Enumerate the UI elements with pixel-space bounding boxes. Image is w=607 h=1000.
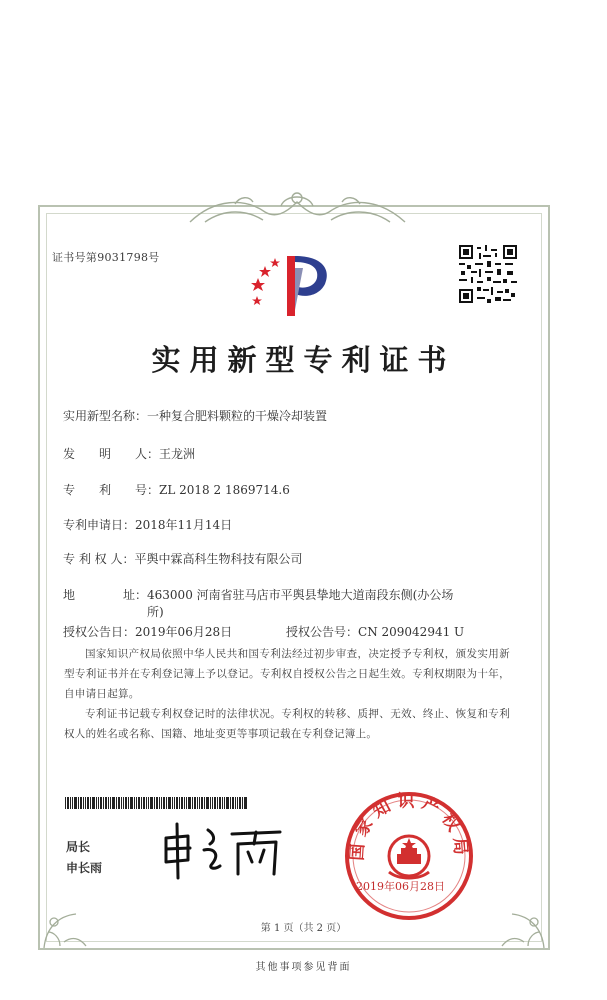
director-title: 局长: [66, 840, 91, 854]
field-value: 2018年11月14日: [135, 518, 233, 532]
certificate-title: 实用新型专利证书: [151, 343, 456, 377]
national-emblem-icon: [389, 836, 429, 878]
official-seal: [343, 790, 475, 922]
field-value: 463000 河南省驻马店市平舆县挚地大道南段东侧(办公场: [147, 588, 454, 602]
field-label: 授权公告日：: [63, 625, 136, 639]
field-value: ZL 2018 2 1869714.6: [159, 483, 290, 497]
field-label: 专利申请日：: [63, 518, 136, 532]
field-value: 王龙洲: [159, 447, 196, 461]
field-value: 平舆中霖高科生物科技有限公司: [134, 552, 303, 566]
field-label: 实用新型名称：: [63, 409, 148, 423]
field-patentee: [63, 550, 302, 567]
page-number: 第 1 页（共 2 页）: [260, 923, 347, 934]
footer-note: 其他事项参见背面: [255, 962, 352, 973]
paragraph-grant-statement: 国家知识产权局依照中华人民共和国专利法经过初步审查，决定授予专利权，颁发实用新型专利证书并在专利登记簿上予以登记。专利权自授权公告之日起生效。专利权期限为十年，自申请日起算。: [64, 648, 510, 700]
field-grant-announce-number: [286, 623, 464, 640]
cnipa-logo-icon: [243, 250, 335, 322]
seal-date: 2019年06月28日: [356, 880, 445, 893]
field-label: 专 利 号：: [63, 483, 160, 497]
field-address: [63, 586, 453, 603]
field-label: 授权公告号：: [286, 625, 359, 639]
field-patent-number: [63, 481, 290, 498]
barcode-icon: [65, 797, 247, 809]
qr-code-icon: [459, 245, 517, 303]
field-utility-model-name: [63, 407, 327, 424]
field-value: 一种复合肥料颗粒的干燥冷却装置: [147, 409, 328, 423]
field-label: 专 利 权 人：: [63, 552, 135, 566]
field-filing-date: [63, 516, 232, 533]
field-label: 地 址：: [63, 588, 148, 602]
seal-text: 国家知识产权局: [347, 791, 471, 862]
field-value: 2019年06月28日: [135, 625, 233, 639]
paragraph-legal-status: 专利证书记载专利权登记时的法律状况。专利权的转移、质押、无效、终止、恢复和专利权人的姓名或名称、国籍、地址变更等事项记载在专利登记簿上。: [64, 708, 510, 740]
certificate-number: 证书号第9031798号: [52, 251, 160, 264]
director-name: 申长雨: [66, 861, 103, 875]
field-inventor: [63, 445, 195, 462]
field-address-continued: 所): [147, 605, 164, 619]
border-ornament-top: [185, 188, 410, 230]
field-value: CN 209042941 U: [358, 625, 465, 639]
field-label: 发 明 人：: [63, 447, 160, 461]
field-grant-announce-date: [63, 623, 232, 640]
director-signature: [158, 820, 288, 880]
